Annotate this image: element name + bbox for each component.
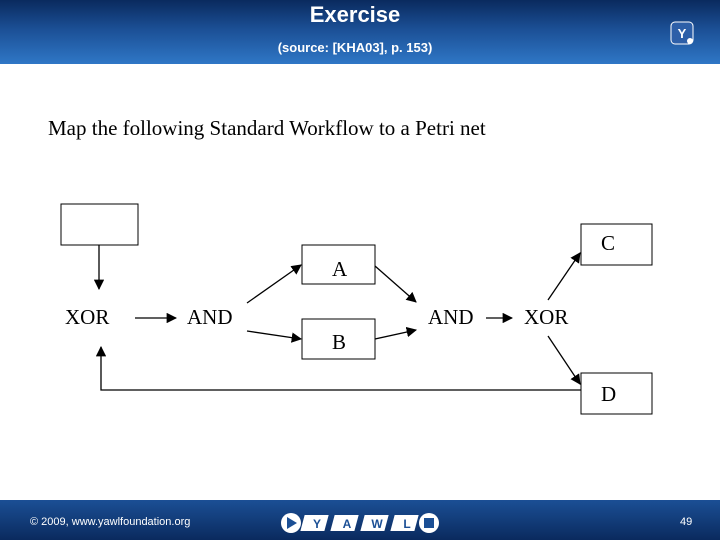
task-b-label: B [332, 330, 347, 354]
nav-letter-a: A [342, 517, 352, 531]
nav-letter-l-icon[interactable] [390, 515, 418, 531]
nav-letter-w-icon[interactable] [360, 515, 388, 531]
nav-letter-a-icon[interactable] [330, 515, 358, 531]
xor-split-2-label: XOR [524, 305, 569, 329]
nav-letter-y: Y [312, 517, 322, 531]
edge-b-to-and [375, 330, 416, 339]
slide-nav-bar[interactable] [278, 510, 440, 536]
copyright-text: © 2009, www.yawlfoundation.org [30, 516, 191, 528]
edge-and-to-a [247, 265, 301, 303]
edge-xor-to-c [548, 253, 580, 300]
slide-subtitle: (source: [KHA03], p. 153) [277, 40, 433, 55]
nav-stop-icon[interactable] [419, 513, 439, 533]
xor-split-label: XOR [65, 305, 110, 329]
exercise-instruction: Map the following Standard Workflow to a Petri net [48, 116, 486, 140]
task-d-label: D [601, 382, 617, 406]
nav-letter-l: L [403, 517, 411, 531]
edge-and-to-b [247, 331, 301, 339]
slide-title: Exercise [309, 2, 401, 27]
start-box [61, 204, 138, 245]
task-c-label: C [601, 231, 616, 255]
footer-bar [0, 500, 720, 540]
svg-text:Y: Y [677, 26, 687, 41]
task-d-box [581, 373, 652, 414]
nav-letter-w: W [371, 517, 383, 531]
edge-a-to-and [375, 266, 416, 302]
and-split-label: AND [187, 305, 233, 329]
nav-play-icon[interactable] [281, 513, 301, 533]
and-join-label: AND [428, 305, 474, 329]
edge-xor-to-d [548, 336, 580, 384]
page-number: 49 [680, 516, 693, 528]
nav-letter-y-icon[interactable] [300, 515, 328, 531]
task-a-label: A [332, 257, 348, 281]
task-c-box [581, 224, 652, 265]
